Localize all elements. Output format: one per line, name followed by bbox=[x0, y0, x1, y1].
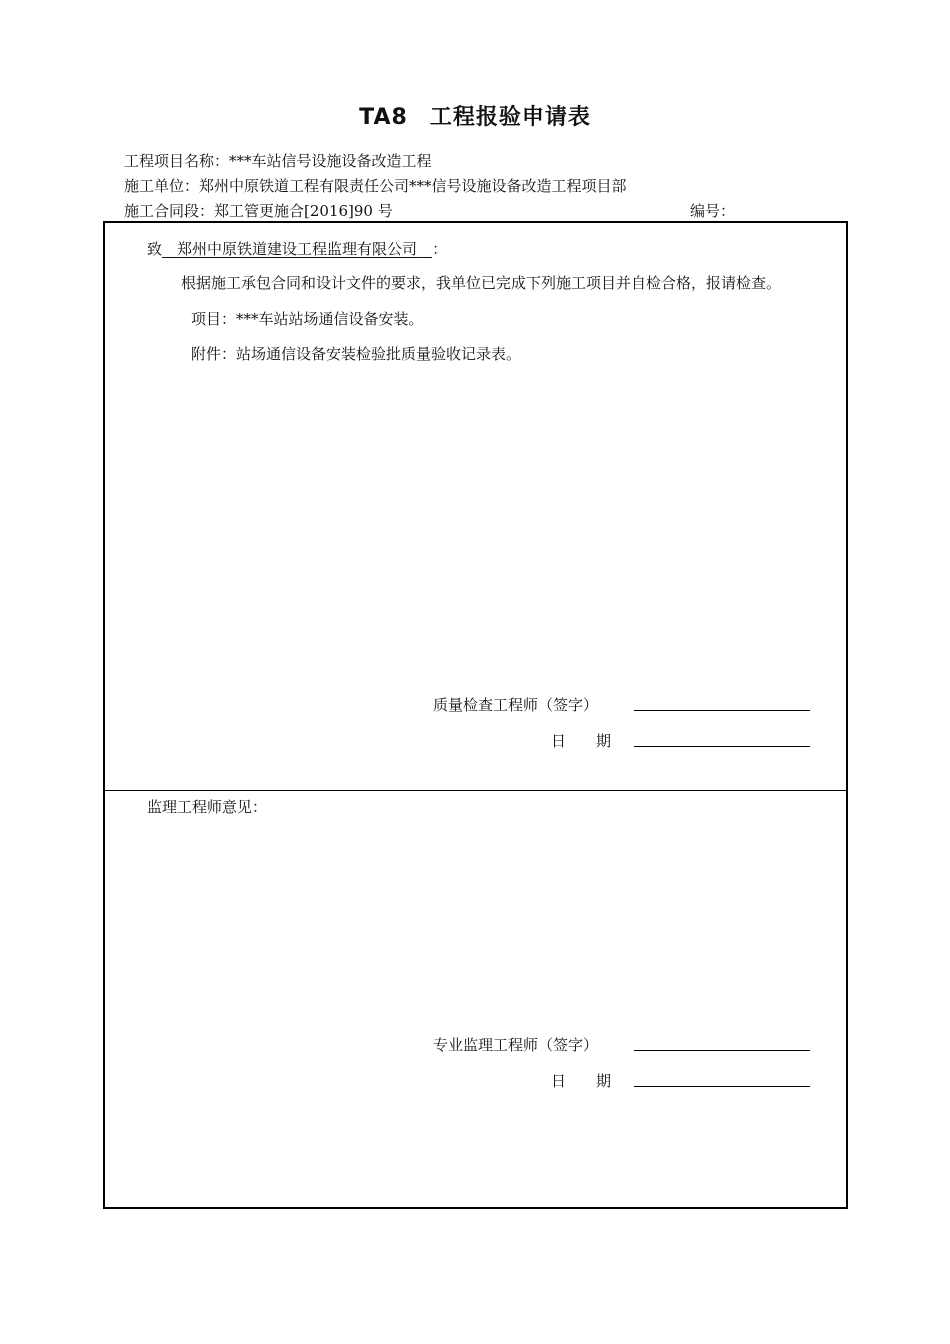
addressee-name: 郑州中原铁道建设工程监理有限公司 bbox=[177, 240, 418, 258]
form-title: 工程报验申请表 bbox=[429, 105, 591, 130]
addressee-suffix: ： bbox=[432, 240, 448, 258]
addressee-prefix: 致 bbox=[147, 240, 163, 258]
inspector-date-label: 日 期 bbox=[551, 732, 612, 750]
supervisor-date-line[interactable] bbox=[634, 1086, 810, 1087]
inspector-signature-line[interactable] bbox=[634, 710, 810, 711]
project-name: 工程项目名称：***车站信号设施设备改造工程 bbox=[124, 152, 432, 170]
supervisor-signature-label: 专业监理工程师（签字） bbox=[433, 1036, 599, 1054]
supervisor-signature-line[interactable] bbox=[634, 1050, 810, 1051]
section-divider bbox=[105, 790, 846, 791]
inspector-date-line[interactable] bbox=[634, 746, 810, 747]
form-table bbox=[103, 221, 848, 1209]
supervisor-date-label: 日 期 bbox=[551, 1072, 612, 1090]
application-item: 项目：***车站站场通信设备安装。 bbox=[191, 310, 424, 328]
addressee-line bbox=[147, 238, 447, 260]
form-code: TA8 bbox=[359, 105, 408, 130]
contractor: 施工单位：郑州中原铁道工程有限责任公司***信号设施设备改造工程项目部 bbox=[124, 177, 627, 195]
form-number-label: 编号： bbox=[690, 202, 736, 220]
page-title bbox=[0, 100, 950, 131]
supervisor-opinion-label: 监理工程师意见： bbox=[147, 798, 268, 816]
application-statement: 根据施工承包合同和设计文件的要求，我单位已完成下列施工项目并自检合格，报请检查。 bbox=[181, 274, 782, 292]
inspector-signature-label: 质量检查工程师（签字） bbox=[433, 696, 599, 714]
application-attachment: 附件：站场通信设备安装检验批质量验收记录表。 bbox=[191, 345, 522, 363]
contract-section: 施工合同段：郑工管更施合[2016]90 号 bbox=[124, 202, 393, 220]
